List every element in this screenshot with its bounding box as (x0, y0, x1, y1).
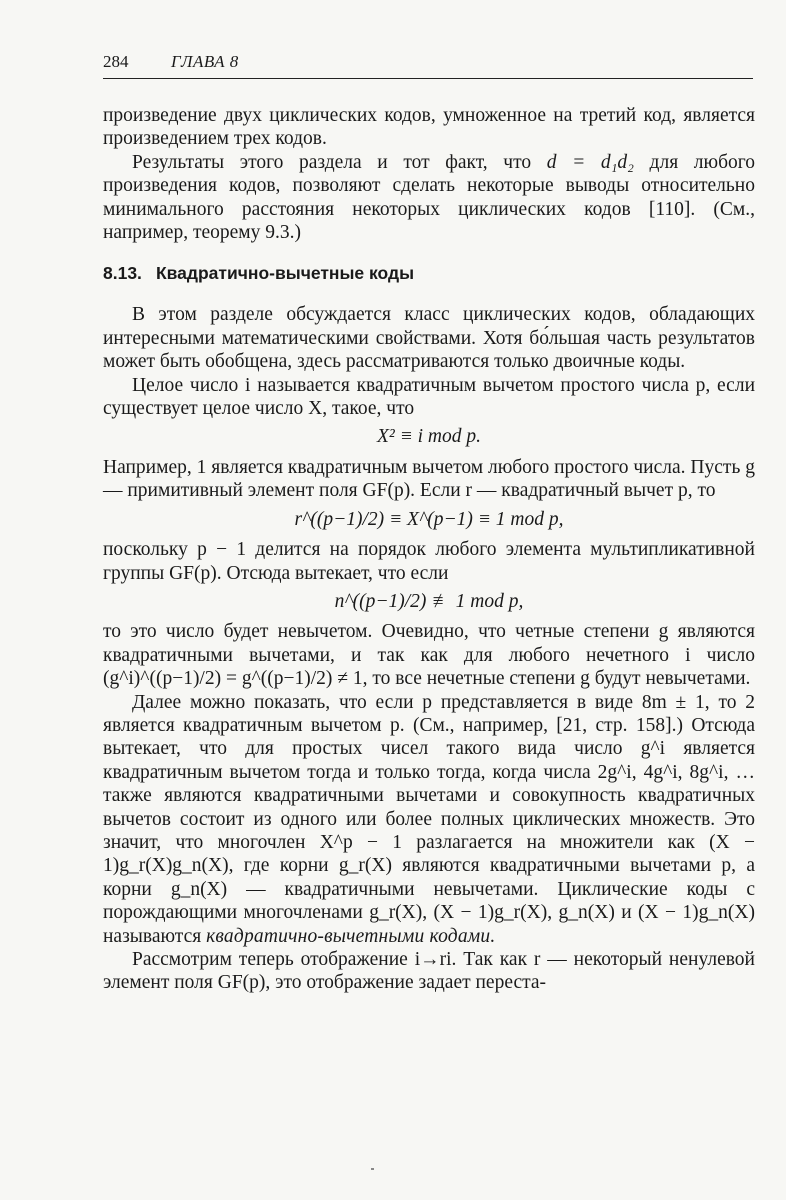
equation-3: n^((p−1)/2) ≢ 1 mod p, (334, 590, 524, 612)
equation-2: r^((p−1)/2) ≡ X^(p−1) ≡ 1 mod p, (294, 508, 564, 530)
paragraph-2 (103, 151, 755, 245)
paragraph-3: В этом разделе обсуждается класс циклических кодов, обладающих интересными математическими свойствами. Хотя бо́льшая часть результатов может быть обобщена, здесь рассматриваются только двоичные коды. (103, 304, 755, 373)
paragraph-6: поскольку p − 1 делится на порядок любого элемента мультипликативной группы GF(p). Отсюда вытекает, что если (103, 539, 755, 584)
page-number: 284 (103, 52, 129, 71)
paragraph-2-end: для любого произведения кодов, позволяют сделать некоторые выводы относительно минимального расстояния некоторых циклических кодов [110]. (См., например, теорему 9.3.) (103, 151, 756, 244)
paragraph-1: произведение двух циклических кодов, умноженное на третий код, является произведением трех кодов. (103, 105, 755, 150)
section-number: 8.13. (103, 263, 142, 284)
paragraph-8-text: Далее можно показать, что если p представляется в виде 8m ± 1, то 2 является квадратичным вычетом p. (См., например, [21, стр. 158].) Отсюда вытекает, что для простых чисел такого вида число g^i является квадратичным вычетом тогда и только тогда, когда числа 2g^i, 4g^i, 8g^i, … также являются квадратичными вычетами и совокупность квадратичных вычетов состоит из одного или более полных циклических множеств. Это значит, что многочлен X^p − 1 разлагается на множители как (X − 1)g_r(X)g_n(X), где корни g_r(X) являются квадратичными вычетами p, а корни g_n(X) — квадратичными невычетами. Циклические коды с порождающими многочленами g_r(X), (X − 1)g_r(X), g_n(X) и (X − 1)g_n(X) называются (103, 691, 755, 947)
paragraph-7: то это число будет невычетом. Очевидно, что четные степени g являются квадратичными вычетами, и так как для любого нечетного i число (g^i)^((p−1)/2) = g^((p−1)/2) ≠ 1, то все нечетные степени g будут невычетами. (103, 621, 755, 690)
paragraph-4: Целое число i называется квадратичным вычетом простого числа p, если существует целое число X, такое, что (103, 374, 755, 420)
header-rule (103, 78, 753, 79)
running-header (103, 52, 753, 76)
defined-term: квадратично-вычетными кодами. (206, 925, 496, 947)
equation-1: X² ≡ i mod p. (376, 426, 482, 448)
paragraph-5: Например, 1 является квадратичным вычетом любого простого числа. Пусть g — примитивный элемент поля GF(p). Если r — квадратичный вычет p, то (103, 456, 755, 502)
chapter-title: ГЛАВА 8 (171, 52, 239, 71)
page-body (103, 104, 755, 995)
paragraph-8 (103, 691, 755, 948)
inline-formula-d: d = d₁d₂ (546, 151, 634, 173)
paragraph-2-start: Результаты этого раздела и тот факт, что (132, 151, 547, 173)
section-heading (103, 262, 755, 284)
print-speck (371, 1168, 374, 1170)
paragraph-9: Рассмотрим теперь отображение i→ri. Так как r — некоторый ненулевой элемент поля GF(p), это отображение задает переста- (103, 949, 755, 994)
section-title: Квадратично-вычетные коды (155, 263, 415, 284)
